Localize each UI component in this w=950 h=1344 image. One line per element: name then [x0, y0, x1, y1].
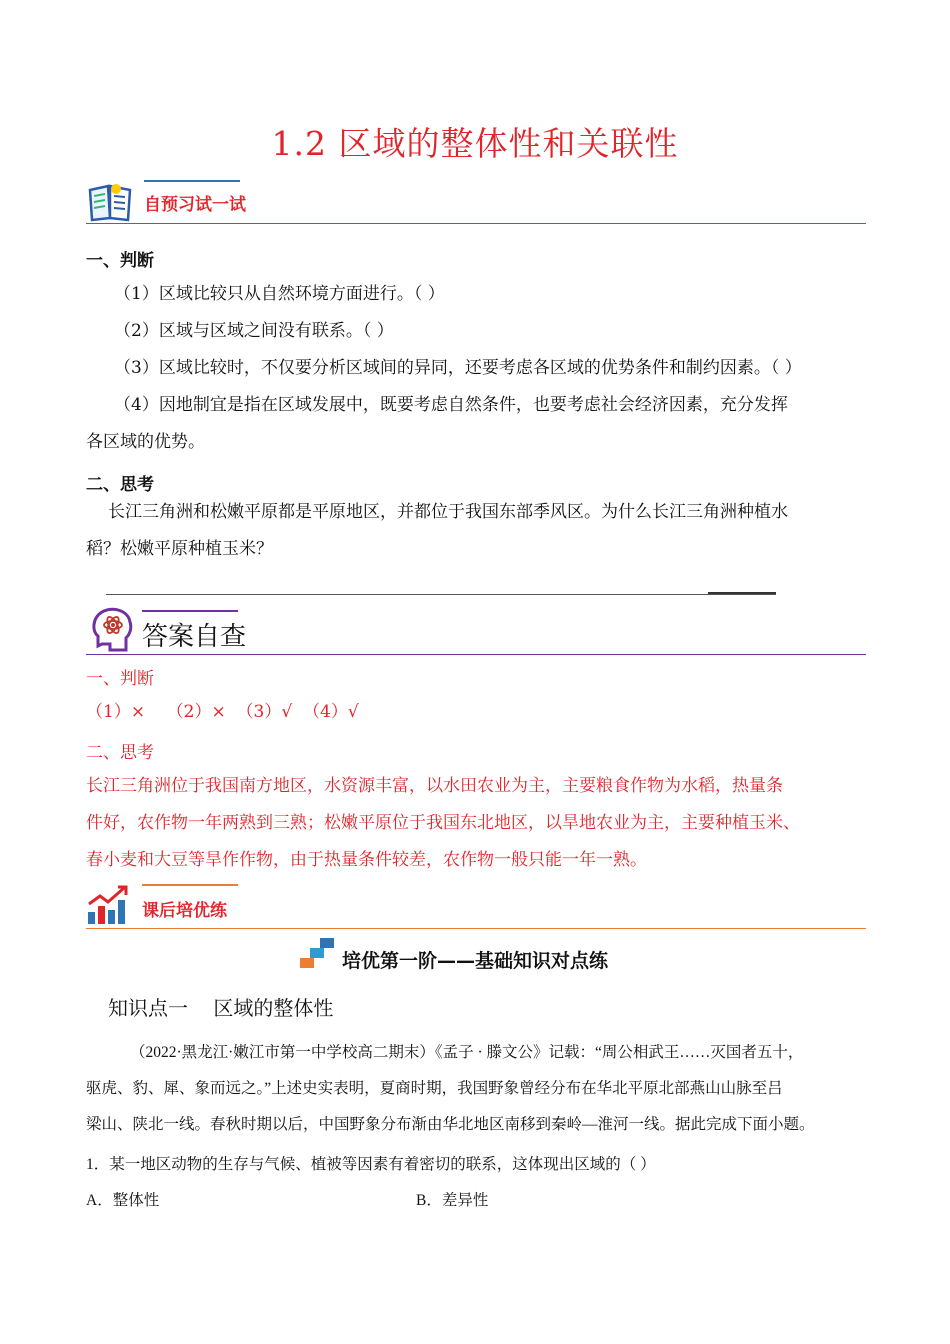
question-1: 1．某一地区动物的生存与气候、植被等因素有着密切的联系，这体现出区域的（ ） — [86, 1156, 656, 1173]
answers-think-line-2: 件好，农作物一年两熟到三熟；松嫩平原位于我国东北地区，以旱地农业为主，主要种植玉米、 — [86, 813, 800, 833]
preview-think-line-2: 稻？松嫩平原种植玉米？ — [86, 539, 273, 559]
section-answers-header — [86, 606, 866, 658]
section-preview-heading: 自预习试一试 — [144, 195, 246, 215]
preview-item-2: （2）区域与区域之间没有联系。（ ） — [114, 321, 394, 341]
answers-judgement: （1）× （2）× （3）√ （4）√ — [86, 702, 359, 722]
tier-header — [298, 936, 718, 976]
preview-item-4: （4）因地制宜是指在区域发展中，既要考虑自然条件，也要考虑社会经济因素，充分发挥 — [114, 395, 788, 415]
preview-item-4-cont: 各区域的优势。 — [86, 432, 205, 452]
section-preview-header — [86, 176, 866, 226]
page-title: 1.2 区域的整体性和关联性 — [271, 124, 679, 163]
answer-rule — [106, 594, 776, 595]
preview-item-1: （1）区域比较只从自然环境方面进行。（ ） — [114, 284, 445, 304]
passage-line-1: （2022·黑龙江·嫩江市第一中学校高二期末）《孟子 · 滕文公》记载：“周公相武王……灭国者五十， — [130, 1044, 804, 1061]
preview-item-3: （3）区域比较时，不仅要分析区域间的异同，还要考虑各区域的优势条件和制约因素。（ ） — [114, 358, 802, 378]
knowledge-point: 知识点一 区域的整体性 — [108, 996, 334, 1020]
section-practice-header — [86, 882, 866, 930]
preview-part2-label: 二、思考 — [86, 475, 154, 495]
book-icon — [86, 180, 134, 224]
stairs-icon — [298, 936, 336, 972]
bar-chart-icon — [86, 884, 130, 926]
passage-line-3: 梁山、陕北一线。春秋时期以后，中国野象分布渐由华北地区南移到秦岭—淮河一线。据此完成下面小题。 — [86, 1116, 815, 1133]
option-b: B．差异性 — [416, 1192, 489, 1209]
answers-part2-label: 二、思考 — [86, 743, 154, 763]
answers-part1-label: 一、判断 — [86, 669, 154, 689]
tier-title: 培优第一阶——基础知识对点练 — [342, 950, 609, 972]
option-a: A．整体性 — [86, 1192, 160, 1209]
section-practice-heading: 课后培优练 — [142, 901, 227, 921]
answers-think-line-1: 长江三角洲位于我国南方地区，水资源丰富，以水田农业为主，主要粮食作物为水稻，热量条 — [86, 776, 783, 796]
section-answers-heading: 答案自查 — [142, 622, 247, 652]
preview-think-line-1: 长江三角洲和松嫩平原都是平原地区，并都位于我国东部季风区。为什么长江三角洲种植水 — [108, 502, 788, 522]
answers-think-line-3: 春小麦和大豆等旱作作物，由于热量条件较差，农作物一般只能一年一熟。 — [86, 850, 647, 870]
passage-line-2: 驱虎、豹、犀、象而远之。”上述史实表明，夏商时期，我国野象曾经分布在华北平原北部燕山山脉至吕 — [86, 1080, 783, 1097]
preview-part1-label: 一、判断 — [86, 251, 154, 271]
brain-icon — [90, 606, 136, 656]
